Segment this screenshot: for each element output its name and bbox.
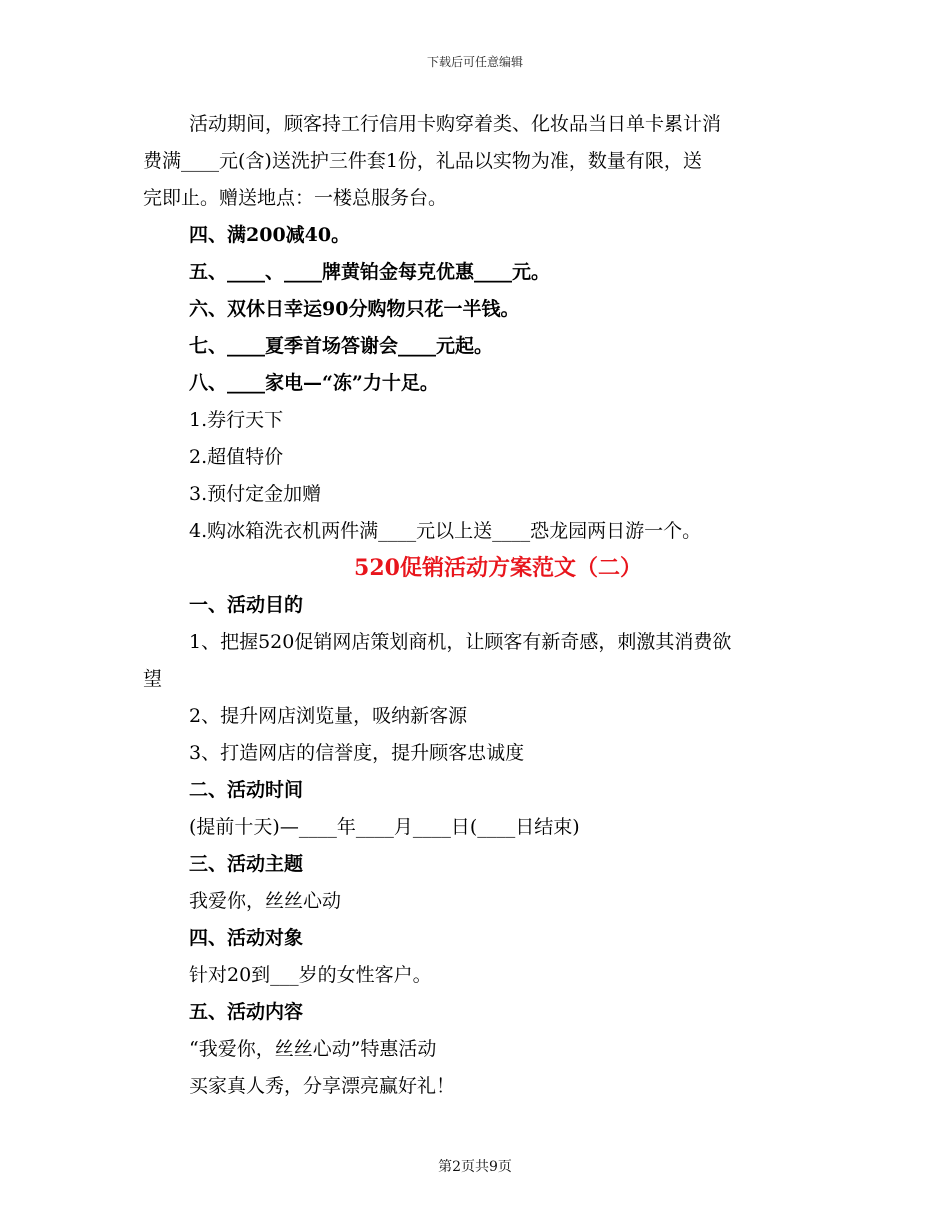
paragraph-line: 针对20到___岁的女性客户。 xyxy=(189,964,432,986)
paragraph-line: 1、把握520促销网店策划商机，让顾客有新奇感，刺激其消费欲 xyxy=(189,631,732,653)
paragraph-line: 2、提升网店浏览量，吸纳新客源 xyxy=(189,705,468,727)
paragraph-line: 1.券行天下 xyxy=(189,409,284,431)
section-heading: 八、____家电—“冻”力十足。 xyxy=(189,372,439,394)
page-header: 下载后可任意编辑 xyxy=(426,55,523,69)
paragraph-line: 望 xyxy=(143,668,163,690)
paragraph-line: 活动期间，顾客持工行信用卡购穿着类、化妆品当日单卡累计消 xyxy=(189,113,722,135)
paragraph-line: 费满____元(含)送洗护三件套1份，礼品以实物为准，数量有限，送 xyxy=(143,150,702,172)
section-heading: 二、活动时间 xyxy=(189,779,304,801)
section-heading: 六、双休日幸运90分购物只花一半钱。 xyxy=(189,298,520,320)
page-footer: 第2页共9页 xyxy=(438,1159,512,1175)
paragraph-line: 3、打造网店的信誉度，提升顾客忠诚度 xyxy=(189,742,525,764)
paragraph-line: “我爱你，丝丝心动”特惠活动 xyxy=(189,1038,437,1060)
paragraph-line: 买家真人秀，分享漂亮赢好礼！ xyxy=(189,1075,456,1097)
paragraph-line: 2.超值特价 xyxy=(189,446,284,468)
paragraph-line: 我爱你，丝丝心动 xyxy=(189,890,342,912)
section-heading: 五、____、____牌黄铂金每克优惠____元。 xyxy=(189,261,551,283)
section-heading: 三、活动主题 xyxy=(189,853,304,875)
section-heading: 七、____夏季首场答谢会____元起。 xyxy=(189,335,494,357)
paragraph-line: (提前十天)—____年____月____日(____日结束) xyxy=(189,816,580,838)
paragraph-line: 4.购冰箱洗衣机两件满____元以上送____恐龙园两日游一个。 xyxy=(189,520,702,542)
section-heading: 四、活动对象 xyxy=(189,927,304,949)
section-heading: 四、满200减40。 xyxy=(189,224,351,246)
paragraph-line: 3.预付定金加赠 xyxy=(189,483,322,505)
section-title: 520促销活动方案范文（二） xyxy=(354,555,642,581)
document-body xyxy=(143,106,813,1105)
paragraph-line: 完即止。赠送地点：一楼总服务台。 xyxy=(143,187,448,209)
section-heading: 五、活动内容 xyxy=(189,1001,304,1023)
section-heading: 一、活动目的 xyxy=(189,594,304,616)
